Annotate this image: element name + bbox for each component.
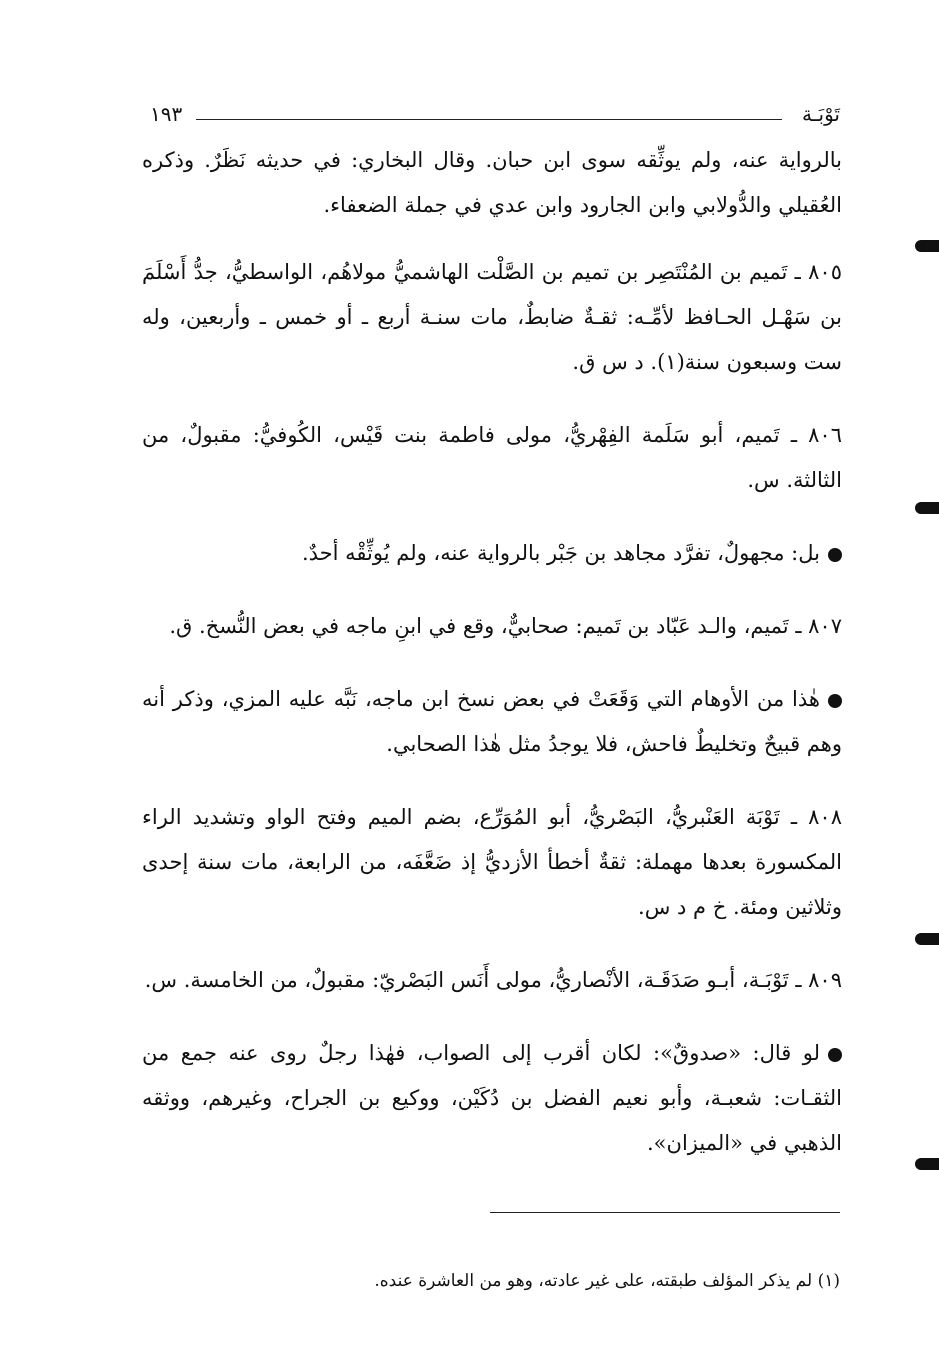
entry-809: ٨٠٩ ـ تَوْبَـة، أبـو صَدَقَـة، الأنْصاريُّ، مولى أَنَس البَصْريّ: مقبولٌ، من الخامسة. س. <box>144 968 842 992</box>
scan-edge-mark <box>915 240 939 252</box>
scan-edge-mark <box>915 502 939 514</box>
comment-809 <box>142 1031 842 1166</box>
running-title: تَوْبَـة <box>801 102 840 126</box>
entry-807: ٨٠٧ ـ تَميم، والـد عَبّاد بن تَميم: صحابيٌّ، وقع في ابنِ ماجه في بعض النُّسخ. ق. <box>169 614 842 638</box>
entry-805: ٨٠٥ ـ تَميم بن المُنْتَصِر بن تميم بن الصَّلْت الهاشميُّ مولاهُم، الواسطيُّ، جدُّ أَسْلَمَ بن سَهْـل الحـافظ لأمِّـه: ثقـةٌ ضابطٌ، مات سنـة أربع ـ أو خمس ـ وأربعين، وله ست وسبعون سنة(١). د س ق. <box>142 260 842 374</box>
page-number: ١٩٣ <box>150 102 183 126</box>
bullet-icon <box>828 1048 842 1062</box>
comment-806 <box>142 531 842 576</box>
bullet-icon <box>828 548 842 562</box>
comment-806-text: بل: مجهولٌ، تفرَّد مجاهد بن جَبْر بالرواية عنه، ولم يُوثِّقْه أحدٌ. <box>301 541 820 565</box>
scan-edge-mark <box>915 1158 939 1170</box>
footnote: (١) لم يذكر المؤلف طبقته، على غير عادته، وهو من العاشرة عنده. <box>374 1271 840 1291</box>
entry-808: ٨٠٨ ـ تَوْبَة العَنْبريُّ، البَصْريُّ، أبو المُوَرِّع، بضم الميم وفتح الواو وتشديد الراء المكسورة بعدها مهملة: ثقةٌ أخطأ الأزديُّ إذ ضَعَّفَه، من الرابعة، مات سنة إحدى وثلاثين ومئة. خ م د س. <box>142 805 842 919</box>
comment-807-text: هٰذا من الأوهام التي وَقَعَتْ في بعض نسخ ابن ماجه، نَبَّه عليه المزي، وذكر أنه وهم قبيحٌ وتخليطٌ فاحش، فلا يوجدُ مثل هٰذا الصحابي. <box>142 687 842 756</box>
comment-807 <box>142 677 842 767</box>
continuation-paragraph: بالرواية عنه، ولم يوثِّقه سوى ابن حبان. وقال البخاري: في حديثه نَظَرٌ. وذكره العُقيلي والدُّولابي وابن الجارود وابن عدي في جملة الضعفاء. <box>142 148 842 217</box>
entry-806: ٨٠٦ ـ تَميم، أبو سَلَمة الفِهْريُّ، مولى فاطمة بنت قَيْس، الكُوفيُّ: مقبولٌ، من الثالثة. س. <box>142 423 842 492</box>
comment-809-text: لو قال: «صدوقٌ»: لكان أقرب إلى الصواب، فهٰذا رجلٌ روى عنه جمع من الثقـات: شعبـة، وأبو نعيم الفضل بن دُكَيْن، ووكيع بن الجراح، وغيرهم، ووثقه الذهبي في «الميزان». <box>142 1041 842 1155</box>
scan-edge-mark <box>915 933 939 945</box>
header-rule <box>196 119 782 120</box>
bullet-icon <box>828 694 842 708</box>
footnote-rule <box>490 1212 840 1213</box>
main-text <box>142 138 842 1194</box>
running-header <box>150 102 840 132</box>
